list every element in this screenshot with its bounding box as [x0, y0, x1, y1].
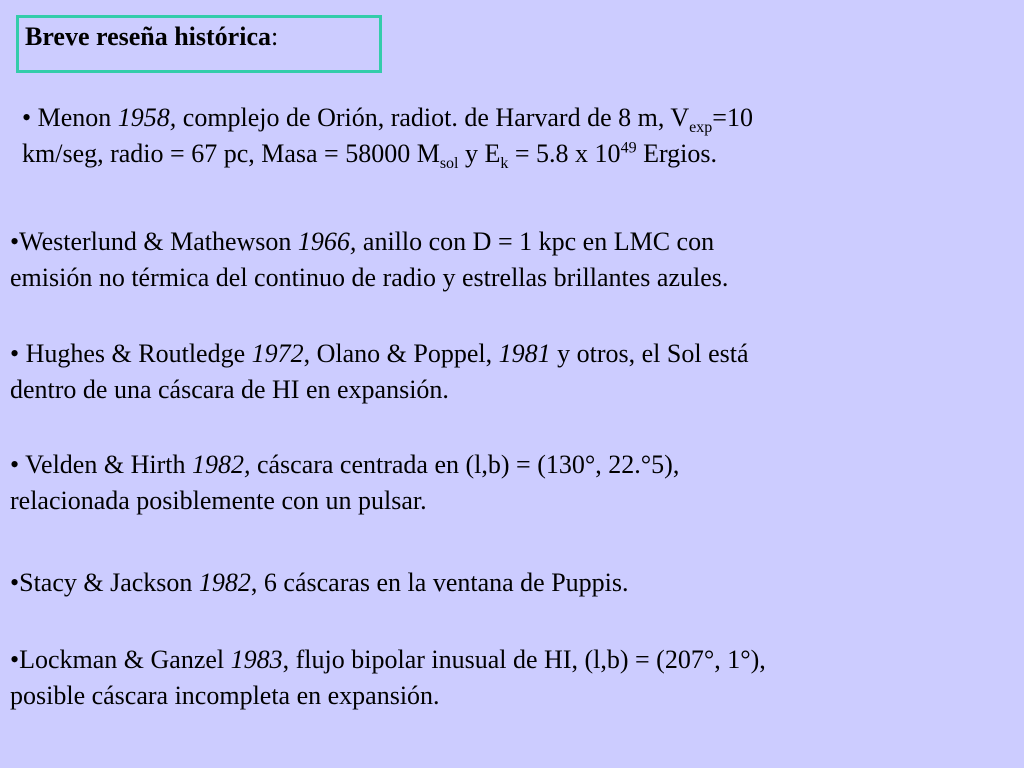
year: 1966, — [297, 227, 357, 256]
year: 1982 — [198, 568, 251, 597]
item-text: cáscara centrada en (l,b) = (130°, 22.°5), — [250, 450, 680, 479]
bullet: • — [10, 568, 20, 597]
author: Menon — [37, 103, 118, 132]
slide-title — [25, 22, 278, 52]
list-item-stacy — [10, 565, 629, 601]
item-text: =10 — [712, 103, 753, 132]
author: Stacy & Jackson — [19, 568, 199, 597]
item-text: y E — [458, 139, 501, 168]
year: 1981 — [498, 339, 551, 368]
item-text: complejo de Orión, radiot. de Harvard de 8 m, V — [176, 103, 690, 132]
item-text: = 5.8 x 10 — [508, 139, 621, 168]
author: Lockman & Ganzel — [19, 645, 231, 674]
superscript: 49 — [620, 139, 637, 157]
item-text: posible cáscara incompleta en expansión. — [10, 681, 440, 710]
bullet: • — [22, 103, 38, 132]
item-text: , flujo bipolar inusual de HI, (l,b) = (207°, 1°), — [282, 645, 766, 674]
bullet: • — [10, 339, 26, 368]
bullet: • — [10, 450, 26, 479]
title-text: Breve reseña histórica — [25, 22, 271, 51]
author: Hughes & Routledge — [25, 339, 252, 368]
list-item-lockman — [10, 642, 766, 714]
author: Velden & Hirth — [25, 450, 192, 479]
item-text: , 6 cáscaras en la ventana de Puppis. — [250, 568, 629, 597]
list-item-westerlund — [10, 224, 728, 296]
item-text: , Olano & Poppel, — [303, 339, 499, 368]
title-colon: : — [270, 22, 279, 51]
item-text: relacionada posiblemente con un pulsar. — [10, 486, 427, 515]
subscript: exp — [689, 119, 713, 137]
list-item-menon — [22, 100, 753, 172]
list-item-velden — [10, 447, 679, 519]
bullet: • — [10, 227, 20, 256]
item-text: km/seg, radio = 67 pc, Masa = 58000 M — [22, 139, 440, 168]
subscript: k — [500, 155, 509, 173]
title-box — [16, 15, 382, 73]
year: 1982, — [191, 450, 251, 479]
item-text: anillo con D = 1 kpc en LMC con — [356, 227, 715, 256]
item-text: emisión no térmica del continuo de radio y estrellas brillantes azules. — [10, 263, 729, 292]
subscript: sol — [439, 155, 459, 173]
year: 1958, — [117, 103, 177, 132]
list-item-hughes — [10, 336, 749, 408]
year: 1983 — [230, 645, 283, 674]
author: Westerlund & Mathewson — [19, 227, 298, 256]
item-text: Ergios. — [636, 139, 717, 168]
year: 1972 — [251, 339, 304, 368]
bullet: • — [10, 645, 20, 674]
item-text: dentro de una cáscara de HI en expansión. — [10, 375, 449, 404]
item-text: y otros, el Sol está — [550, 339, 749, 368]
